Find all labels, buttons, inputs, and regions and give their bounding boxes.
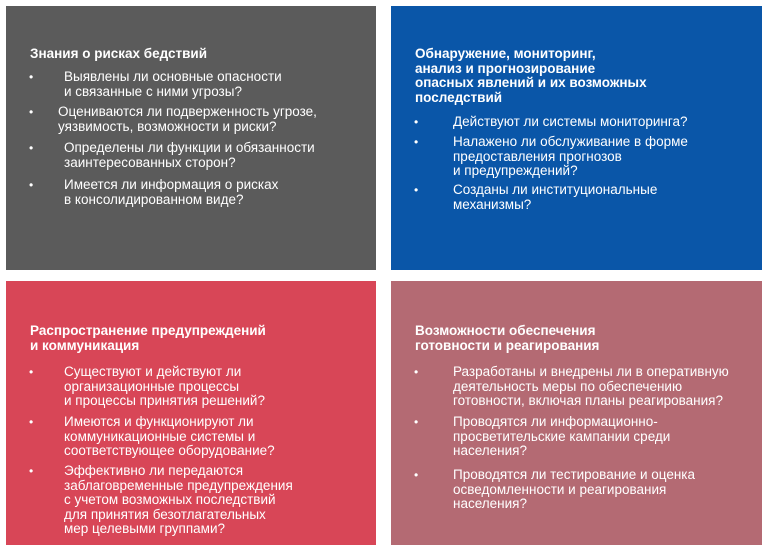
bullet-icon: •: [29, 415, 34, 429]
list-item: [391, 414, 762, 458]
list-item: [6, 414, 376, 458]
bullet-icon: •: [29, 70, 34, 84]
list-item: [6, 104, 376, 134]
panel-warning-dissemination: [6, 281, 376, 545]
bullet-icon: •: [29, 365, 34, 379]
list-item: [391, 467, 762, 511]
list-item-text: Существуют и действуют ли организационные процессы и процессы принятия решений?: [64, 364, 265, 408]
list-item-text: Проводятся ли информационно- просветительские кампании среди населения?: [453, 414, 671, 458]
panel-title: Знания о рисках бедствий: [30, 46, 208, 61]
list-item-text: Эффективно ли передаются заблаговременные предупреждения с учетом возможных последствий для принятия безотлагательных мер целевыми группами?: [64, 463, 293, 536]
list-item-text: Действуют ли системы мониторинга?: [453, 114, 688, 129]
list-item-text: Проводятся ли тестирование и оценка осведомленности и реагирования населения?: [453, 467, 696, 511]
list-item: [6, 364, 376, 408]
list-item: [391, 114, 762, 129]
list-item: [391, 182, 762, 212]
bullet-icon: •: [414, 115, 419, 129]
bullet-icon: •: [414, 468, 419, 482]
bullet-icon: •: [414, 365, 419, 379]
bullet-icon: •: [29, 178, 34, 192]
list-item-text: Определены ли функции и обязанности заинтересованных сторон?: [64, 140, 315, 170]
panel-title: Распространение предупреждений и коммуникация: [30, 323, 266, 353]
list-item-text: Имеется ли информация о рисках в консолидированном виде?: [64, 177, 279, 207]
bullet-icon: •: [414, 135, 419, 149]
bullet-icon: •: [29, 141, 34, 155]
list-item: [391, 134, 762, 178]
list-item: [391, 364, 762, 408]
list-item: [6, 140, 376, 170]
list-item: [6, 463, 376, 536]
list-item-text: Имеются и функционируют ли коммуникационные системы и соответствующее оборудование?: [64, 414, 275, 458]
list-item-text: Разработаны и внедрены ли в оперативную деятельность меры по обеспечению готовности, включая планы реагирования?: [453, 364, 729, 408]
list-item: [6, 69, 376, 99]
list-item-text: Оцениваются ли подверженность угрозе, уязвимость, возможности и риски?: [58, 104, 317, 134]
panel-title: Обнаружение, мониторинг, анализ и прогнозирование опасных явлений и их возможных последствий: [415, 46, 647, 105]
panel-title: Возможности обеспечения готовности и реагирования: [415, 323, 600, 353]
panel-monitoring-forecasting: [391, 6, 762, 270]
bullet-icon: •: [414, 183, 419, 197]
panel-risk-knowledge: [6, 6, 376, 270]
list-item: [6, 177, 376, 207]
bullet-icon: •: [29, 464, 34, 478]
bullet-icon: •: [414, 415, 419, 429]
bullet-icon: •: [29, 105, 34, 119]
list-item-text: Налажено ли обслуживание в форме предоставления прогнозов и предупреждений?: [453, 134, 688, 178]
panel-preparedness-response: [391, 281, 762, 545]
list-item-text: Созданы ли институциональные механизмы?: [453, 182, 658, 212]
list-item-text: Выявлены ли основные опасности и связанные с ними угрозы?: [64, 69, 282, 99]
